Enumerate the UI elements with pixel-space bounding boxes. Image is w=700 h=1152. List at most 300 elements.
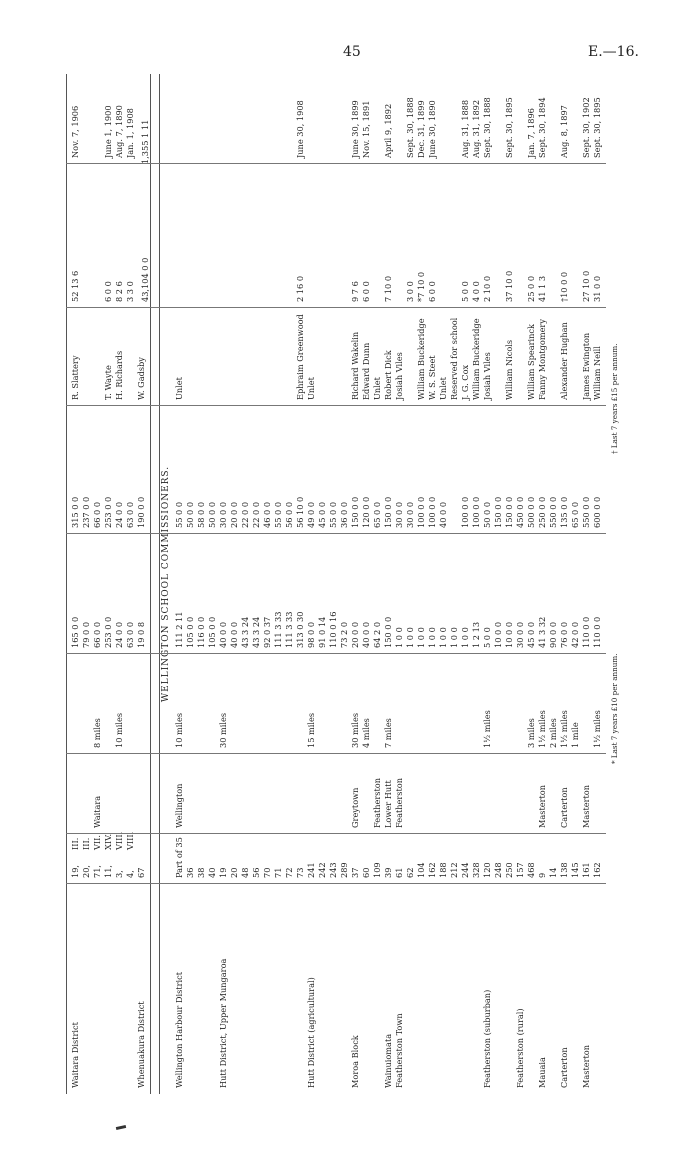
cell-rent: *7 10 0: [416, 271, 426, 302]
cell-lessee: William Buckeridge: [416, 318, 426, 400]
cell-dist: 7 miles: [383, 718, 393, 748]
cell-rent: 27 10 0: [581, 270, 591, 302]
cell-lessee: James Ewington: [581, 332, 591, 400]
column-rule: [66, 533, 606, 534]
cell-rent: 41 1 3: [537, 275, 547, 302]
cell-section: 243: [328, 862, 338, 878]
cell-section: 104: [416, 862, 426, 878]
cell-rent: 8 2 6: [114, 281, 124, 302]
cell-block: III.: [70, 837, 80, 850]
cell-section: 162: [592, 862, 602, 878]
column-rule: [66, 653, 606, 654]
cell-value: 36 0 0: [339, 501, 349, 528]
cell-value: 56 0 0: [284, 501, 294, 528]
cell-value: 100 0 0: [471, 496, 481, 528]
cell-value: 49 0 0: [306, 501, 316, 528]
table-row: [240, 74, 251, 1094]
cell-district: Masterton: [581, 1044, 591, 1088]
cell-lessee: Unlet: [372, 377, 382, 400]
table-row: [295, 74, 306, 1094]
cell-area: 1 0 0: [460, 627, 470, 648]
cell-district: Whenuakura District: [136, 1001, 146, 1088]
cell-block: XIV.: [103, 833, 113, 850]
cell-block: III.: [81, 837, 91, 850]
cell-area: 1 0 0: [438, 627, 448, 648]
cell-lessee: W. Gadsby: [136, 357, 146, 400]
cell-dist: 10 miles: [174, 712, 184, 748]
cell-district: Hutt District, Upper Mungaroa: [218, 958, 228, 1088]
cell-value: 190 0 0: [136, 496, 146, 528]
cell-value: 253 0 0: [103, 496, 113, 528]
cell-lessee: W. S. Steet: [427, 355, 437, 400]
column-rule: [66, 833, 606, 834]
cell-area: 10 0 0: [504, 621, 514, 648]
cell-area: 43 3 24: [251, 616, 261, 648]
cell-rent: 2 10 0: [482, 275, 492, 302]
cell-area: 1 2 13: [471, 621, 481, 648]
cell-value: 150 0 0: [383, 496, 393, 528]
cell-dist: 1½ miles: [482, 710, 492, 748]
cell-value: 46 0 0: [262, 501, 272, 528]
cell-date: June 30, 1899: [350, 100, 360, 158]
table-row: [427, 74, 438, 1094]
table-row: [405, 74, 416, 1094]
cell-area: 111 3 33: [284, 611, 294, 648]
cell-dist: 3 miles: [526, 718, 536, 748]
cell-dist: 1½ miles: [537, 710, 547, 748]
cell-lessee: William Nicols: [504, 339, 514, 400]
cell-area: 105 0 0: [185, 616, 195, 648]
cell-rent: 25 0 0: [526, 275, 536, 302]
page-number: 45: [343, 44, 361, 60]
cell-value: 150 0 0: [493, 496, 503, 528]
table-row: [196, 74, 207, 1094]
cell-area: 40 0 0: [361, 621, 371, 648]
cell-section: 14: [548, 867, 558, 878]
cell-area: 111 3 33: [273, 611, 283, 648]
cell-section: 73: [295, 867, 305, 878]
cell-dist: 1 mile: [570, 722, 580, 748]
cell-area: 5 0 0: [482, 627, 492, 648]
table-row: [504, 74, 515, 1094]
cell-date: Aug. 31, 1892: [471, 99, 481, 158]
cell-area: 116 0 0: [196, 616, 206, 648]
cell-district: Featherston Town: [394, 1013, 404, 1088]
cell-lessee: R. Slattery: [70, 355, 80, 400]
cell-area: 90 0 0: [548, 621, 558, 648]
cell-section: 241: [306, 862, 316, 878]
cell-value: 135 0 0: [559, 496, 569, 528]
cell-lessee: Unlet: [174, 377, 184, 400]
column-rule: [66, 753, 606, 754]
cell-value: 500 0 0: [526, 496, 536, 528]
cell-value: 100 0 0: [460, 496, 470, 528]
cell-lessee: Josiah Viles: [482, 352, 492, 400]
cell-date: Sept. 30, 1888: [405, 97, 415, 158]
cell-value: 50 0 0: [207, 501, 217, 528]
cell-rent: 5 0 0: [460, 281, 470, 302]
cell-section: 3,: [114, 870, 124, 878]
cell-value: 30 0 0: [405, 501, 415, 528]
cell-dist: 15 miles: [306, 712, 316, 748]
cell-area: 41 3 32: [537, 616, 547, 648]
cell-date: Nov. 15, 1891: [361, 100, 371, 158]
column-rule: [66, 163, 606, 164]
cell-district: Mauaia: [537, 1057, 547, 1088]
table-row: [70, 74, 81, 1094]
cell-value: 65 0 0: [372, 501, 382, 528]
cell-section: 242: [317, 862, 327, 878]
cell-rent: 3 0 0: [405, 281, 415, 302]
cell-value: 315 0 0: [70, 496, 80, 528]
table-row: [383, 74, 394, 1094]
cell-date: Sept. 30, 1895: [504, 97, 514, 158]
cell-lessee: Richard Wakelin: [350, 331, 360, 400]
cell-place: Wellington: [174, 783, 184, 828]
cell-value: 55 0 0: [273, 501, 283, 528]
cell-section: 70: [262, 867, 272, 878]
cell-area: 165 0 0: [70, 616, 80, 648]
cell-value: 56 10 0: [295, 496, 305, 528]
cell-block: VIII.: [114, 831, 124, 850]
cell-value: 250 0 0: [537, 496, 547, 528]
cell-lessee: Edward Dunn: [361, 342, 371, 400]
table-row: [207, 74, 218, 1094]
cell-area: 79 0 0: [81, 621, 91, 648]
cell-area: 110 0 16: [328, 611, 338, 648]
cell-section: 71,: [92, 864, 102, 878]
cell-district: Hutt District (agricultural): [306, 977, 316, 1088]
cell-section: 19,: [70, 864, 80, 878]
cell-section: Part of 35: [174, 837, 184, 878]
cell-area: 105 0 0: [207, 616, 217, 648]
cell-dist: 30 miles: [218, 712, 228, 748]
cell-area: 40 0 0: [218, 621, 228, 648]
cell-section: 67: [136, 867, 146, 878]
cell-lessee: Unlet: [306, 377, 316, 400]
cell-dist: 2 miles: [548, 718, 558, 748]
cell-area: 19 0 8: [136, 621, 146, 648]
cell-section: 56: [251, 867, 261, 878]
cell-value: 65 0 0: [570, 501, 580, 528]
cell-area: 110 0 0: [581, 616, 591, 648]
cell-section: 20: [229, 867, 239, 878]
cell-value: 55 0 0: [174, 501, 184, 528]
cell-value: 450 0 0: [515, 496, 525, 528]
table-row: [273, 74, 284, 1094]
cell-rent: 37 10 0: [504, 270, 514, 302]
cell-value: 22 0 0: [251, 501, 261, 528]
cell-value: 50 0 0: [185, 501, 195, 528]
cell-value: 30 0 0: [394, 501, 404, 528]
cell-section: 72: [284, 867, 294, 878]
cell-area: 66 0 0: [92, 621, 102, 648]
cell-section: 19: [218, 867, 228, 878]
cell-value: 58 0 0: [196, 501, 206, 528]
cell-rent: 6 0 0: [103, 281, 113, 302]
table-row: [493, 74, 504, 1094]
cell-date: Jan. 7, 1896: [526, 108, 536, 158]
cell-area: 45 0 0: [526, 621, 536, 648]
table-row: [581, 74, 592, 1094]
cell-area: 63 0 0: [125, 621, 135, 648]
table-row: [361, 74, 372, 1094]
cell-area: 30 0 0: [515, 621, 525, 648]
cell-area: 1 0 0: [394, 627, 404, 648]
cell-dist: 4 miles: [361, 718, 371, 748]
cell-section: 212: [449, 862, 459, 878]
table-row: [136, 74, 147, 1094]
cell-value: 100 0 0: [416, 496, 426, 528]
cell-lessee: Reserved for school: [449, 317, 459, 400]
cell-rent: 3 3 0: [125, 281, 135, 302]
rent-total: 1,355 1 11: [140, 119, 150, 164]
table-row: [81, 74, 92, 1094]
cell-section: 48: [240, 867, 250, 878]
footnote-right: † Last 7 years £15 per annum.: [610, 343, 619, 454]
cell-area: 20 0 0: [350, 621, 360, 648]
table-row: [339, 74, 350, 1094]
cell-area: 253 0 0: [103, 616, 113, 648]
cell-section: 162: [427, 862, 437, 878]
cell-area: 10 0 0: [493, 621, 503, 648]
cell-lessee: Unlet: [438, 377, 448, 400]
cell-value: 30 0 0: [218, 501, 228, 528]
cell-section: 20,: [81, 864, 91, 878]
table-row: [537, 74, 548, 1094]
cell-value: 100 0 0: [427, 496, 437, 528]
top-rule: [66, 74, 67, 1094]
table-row: [559, 74, 570, 1094]
cell-section: 248: [493, 862, 503, 878]
cell-district: Featherston (suburban): [482, 989, 492, 1088]
cell-area: 76 0 0: [559, 621, 569, 648]
table-row: [174, 74, 185, 1094]
table-row: [103, 74, 114, 1094]
table-row: [125, 74, 136, 1094]
cell-lessee: Robert Dick: [383, 350, 393, 400]
cell-district: Waitara District: [70, 1022, 80, 1088]
cell-date: Aug. 8, 1897: [559, 105, 569, 158]
cell-place: Lower Hutt: [383, 780, 393, 828]
cell-section: 4,: [125, 870, 135, 878]
table-row: [317, 74, 328, 1094]
table-row: [570, 74, 581, 1094]
cell-place: Waitara: [92, 795, 102, 828]
table-row: [482, 74, 493, 1094]
cell-area: 111 2 11: [174, 611, 184, 648]
cell-lessee: H. Richards: [114, 350, 124, 400]
cell-section: 289: [339, 862, 349, 878]
cell-district: Carterton: [559, 1047, 569, 1088]
section-rule: [159, 74, 160, 1094]
cell-rent: 7 10 0: [383, 275, 393, 302]
cell-area: 64 2 0: [372, 621, 382, 648]
cell-lessee: William Spearinck: [526, 324, 536, 400]
table-row: [416, 74, 427, 1094]
cell-block: VIII.: [125, 831, 135, 850]
cell-section: 138: [559, 862, 569, 878]
cell-section: 9: [537, 872, 547, 878]
cell-section: 36: [185, 867, 195, 878]
cell-rent: 2 16 0: [295, 275, 305, 302]
cell-date: Jan. 1, 1908: [125, 108, 135, 158]
cell-dist: 1½ miles: [559, 710, 569, 748]
cell-place: Greytown: [350, 787, 360, 828]
cell-value: 600 0 0: [592, 496, 602, 528]
cell-lessee: Fanny Montgomery: [537, 319, 547, 400]
table-row: [262, 74, 273, 1094]
cell-date: Nov. 7, 1906: [70, 105, 80, 158]
cell-section: 39: [383, 867, 393, 878]
cell-date: Sept. 30, 1894: [537, 97, 547, 158]
table-row: [438, 74, 449, 1094]
table-row: [372, 74, 383, 1094]
column-rule: [66, 307, 606, 308]
cell-area: 73 2 0: [339, 621, 349, 648]
cell-date: June 30, 1890: [427, 100, 437, 158]
table-row: [284, 74, 295, 1094]
cell-area: 24 0 0: [114, 621, 124, 648]
cell-rent: †10 0 0: [559, 271, 569, 302]
cell-lessee: Josiah Viles: [394, 352, 404, 400]
cell-lessee: T. Wayte: [103, 365, 113, 400]
cell-area: 313 0 30: [295, 611, 305, 648]
cell-lessee: Ephraim Greenwood: [295, 314, 305, 400]
cell-date: June 30, 1908: [295, 100, 305, 158]
cell-section: 60: [361, 867, 371, 878]
cell-rent: 31 0 0: [592, 275, 602, 302]
cell-value: 237 0 0: [81, 496, 91, 528]
cell-lessee: William Buckeridge: [471, 318, 481, 400]
section-title: WELLINGTON SCHOOL COMMISSIONERS.: [161, 465, 171, 703]
column-rule: [66, 883, 606, 884]
cell-place: Masterton: [537, 784, 547, 828]
table-row: [526, 74, 537, 1094]
cell-section: 468: [526, 862, 536, 878]
cell-area: 43 3 24: [240, 616, 250, 648]
cell-value: 550 0 0: [548, 496, 558, 528]
table-row: [592, 74, 603, 1094]
cell-area: 150 0 0: [383, 616, 393, 648]
cell-value: 63 0 0: [125, 501, 135, 528]
cell-lessee: Alexander Hughan: [559, 322, 569, 400]
cell-value: 150 0 0: [350, 496, 360, 528]
footnote-left: * Last 7 years £10 per annum.: [610, 653, 619, 764]
cell-rent: 6 0 0: [361, 281, 371, 302]
cell-value: 22 0 0: [240, 501, 250, 528]
cell-value: 550 0 0: [581, 496, 591, 528]
table-row: [218, 74, 229, 1094]
cell-section: 145: [570, 862, 580, 878]
cell-district: Moroa Block: [350, 1035, 360, 1088]
cell-value: 120 0 0: [361, 496, 371, 528]
cell-dist: 10 miles: [114, 712, 124, 748]
cell-rent: 6 0 0: [427, 281, 437, 302]
table-body: [58, 74, 638, 1094]
margin-mark: [116, 1125, 126, 1130]
table-row: [460, 74, 471, 1094]
cell-section: 328: [471, 862, 481, 878]
cell-area: 1 0 0: [427, 627, 437, 648]
cell-date: Aug. 7, 1890: [114, 105, 124, 158]
cell-section: 157: [515, 862, 525, 878]
cell-date: Sept. 30, 1902: [581, 97, 591, 158]
cell-district: Wellington Harbour District: [174, 971, 184, 1088]
cell-section: 62: [405, 867, 415, 878]
cell-rent: 52 13 6: [70, 270, 80, 302]
table-row: [471, 74, 482, 1094]
cell-value: 24 0 0: [114, 501, 124, 528]
cell-date: April 9, 1892: [383, 103, 393, 158]
table-row: [251, 74, 262, 1094]
cell-date: Sept. 30, 1888: [482, 97, 492, 158]
table-row: [350, 74, 361, 1094]
cell-value: 150 0 0: [504, 496, 514, 528]
cell-block: VII.: [92, 835, 102, 850]
cell-area: 42 0 0: [570, 621, 580, 648]
column-rule: [66, 405, 606, 406]
cell-area: 1 0 0: [449, 627, 459, 648]
cell-section: 120: [482, 862, 492, 878]
cell-area: 1 0 0: [405, 627, 415, 648]
cell-area: 92 0 37: [262, 616, 272, 648]
table-row: [229, 74, 240, 1094]
cell-place: Carterton: [559, 787, 569, 828]
cell-section: 109: [372, 862, 382, 878]
document-reference: E.—16.: [588, 44, 639, 60]
table-row: [515, 74, 526, 1094]
cell-dist: 1½ miles: [592, 710, 602, 748]
cell-section: 161: [581, 862, 591, 878]
cell-lessee: William Neill: [592, 346, 602, 400]
cell-area: 1 0 0: [416, 627, 426, 648]
cell-section: 188: [438, 862, 448, 878]
cell-area: 91 0 14: [317, 616, 327, 648]
cell-district: Wainuiomata: [383, 1033, 393, 1088]
rotated-table: [58, 74, 638, 1094]
table-row: [306, 74, 317, 1094]
cell-value: 50 0 0: [482, 501, 492, 528]
cell-section: 11,: [103, 864, 113, 878]
cell-section: 38: [196, 867, 206, 878]
cell-rent: 4 0 0: [471, 281, 481, 302]
cell-district: Featherston (rural): [515, 1008, 525, 1088]
cell-date: June 1, 1900: [103, 105, 113, 158]
cell-dist: 8 miles: [92, 718, 102, 748]
cell-value: 20 0 0: [229, 501, 239, 528]
cell-place: Masterton: [581, 784, 591, 828]
cell-section: 61: [394, 867, 404, 878]
cell-section: 37: [350, 867, 360, 878]
table-row: [548, 74, 559, 1094]
cell-lessee: J. G. Cox: [460, 364, 470, 400]
table-row: [394, 74, 405, 1094]
area-total: 43,104 0 0: [140, 257, 150, 302]
cell-section: 244: [460, 862, 470, 878]
table-row: [449, 74, 460, 1094]
table-row: [185, 74, 196, 1094]
cell-value: 40 0 0: [438, 501, 448, 528]
cell-section: 250: [504, 862, 514, 878]
cell-date: Sept. 30, 1895: [592, 97, 602, 158]
cell-rent: 9 7 6: [350, 281, 360, 302]
table-row: [92, 74, 103, 1094]
cell-section: 40: [207, 867, 217, 878]
cell-dist: 30 miles: [350, 712, 360, 748]
cell-area: 98 0 0: [306, 621, 316, 648]
table-row: [114, 74, 125, 1094]
